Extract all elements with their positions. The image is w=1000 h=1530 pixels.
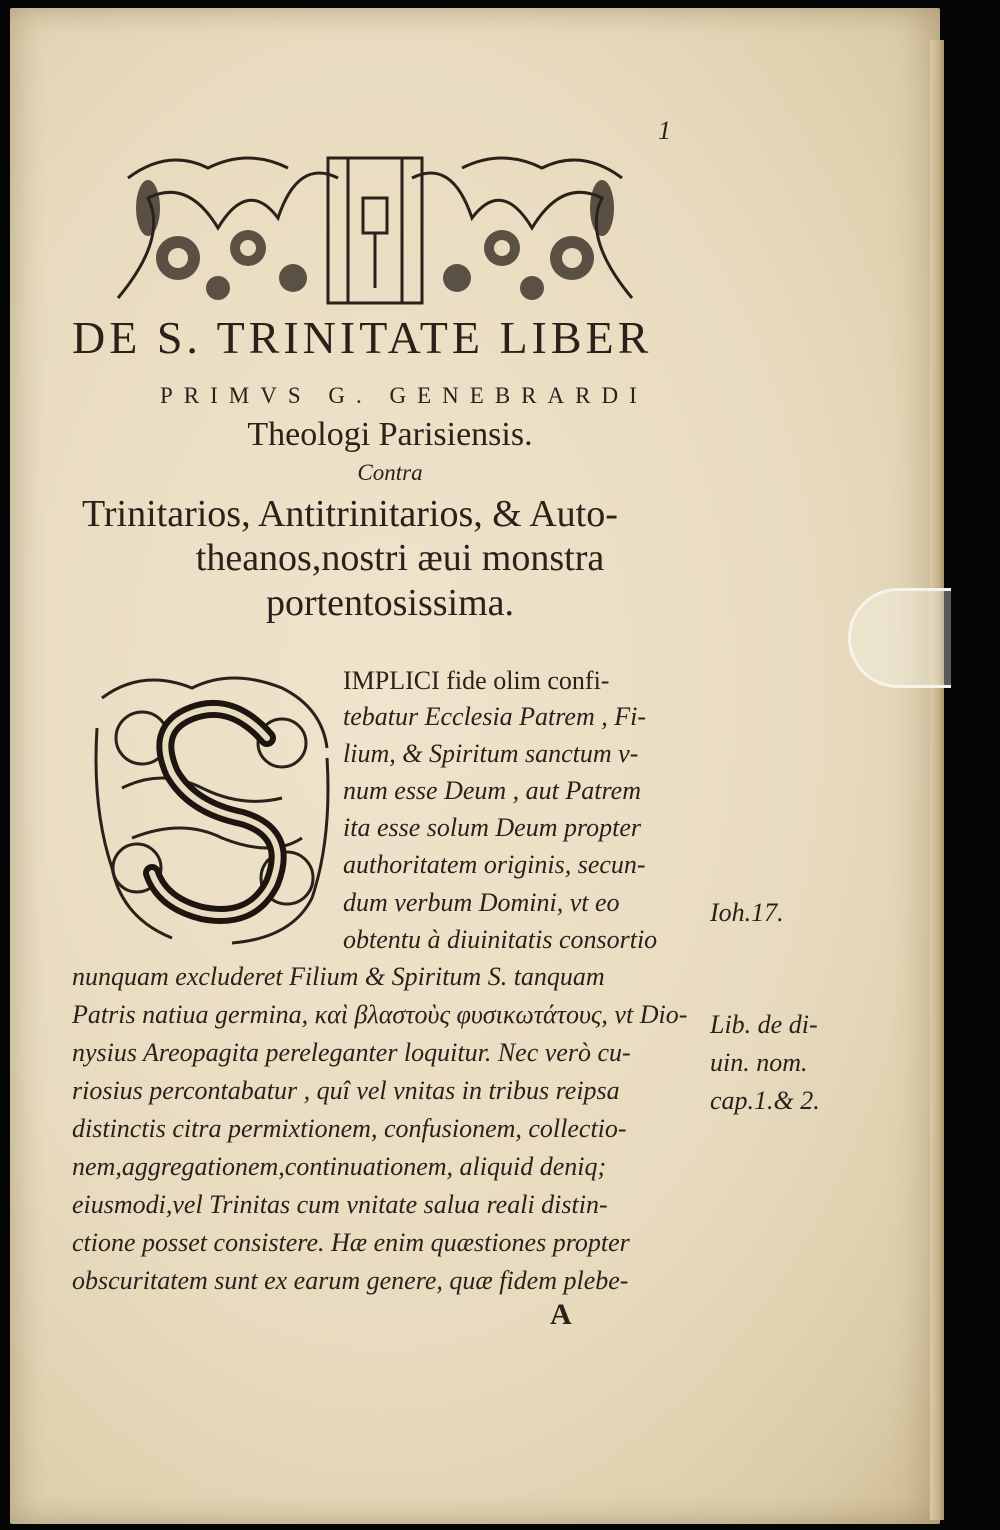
margin-note: uin. nom. [710,1048,808,1077]
body-line: riosius percontabatur , quî vel vnitas in tribus reipsa [72,1076,620,1105]
body-line: IMPLICI fide olim confi- [343,666,610,695]
signature-mark: A [550,1298,572,1331]
body-line: obtentu à diuinitatis consortio [343,925,658,954]
body-line: nunquam excluderet Filium & Spiritum S. tanquam [72,962,605,991]
body-line: nysius Areopagita pereleganter loquitur. Nec verò cu- [72,1038,631,1067]
folio-number: 1 [658,116,671,145]
book-page [10,8,940,1524]
body-line: dum verbum Domini, vt eo [343,888,620,917]
margin-note: Ioh.17. [710,898,784,927]
body-line: num esse Deum , aut Patrem [343,776,641,805]
title-line-3: Theologi Parisiensis. [247,416,533,453]
page-edge [930,40,944,1520]
page-clip [848,588,951,688]
decorated-initial-s [82,668,342,948]
title-line-4: Contra [357,460,423,485]
body-line: nem,aggregationem,continuationem, aliquid deniq; [72,1152,607,1181]
body-line: tebatur Ecclesia Patrem , Fi- [343,702,647,731]
body-line: eiusmodi,vel Trinitas cum vnitate salua reali distin- [72,1190,608,1219]
title-line-5: Trinitarios, Antitrinitarios, & Auto- [82,493,618,535]
headpiece-ornament [108,138,642,310]
body-line: ita esse solum Deum propter [343,813,642,842]
title-line-2: PRIMVS G. GENEBRARDI [160,383,648,408]
title-line-6: theanos,nostri æui monstra [195,537,605,579]
margin-note: Lib. de di- [710,1010,818,1039]
body-line: distinctis citra permixtionem, confusionem, collectio- [72,1114,627,1143]
body-line: obscuritatem sunt ex earum genere, quæ fidem plebe- [72,1266,629,1295]
body-line: Patris natiua germina, καὶ βλαστοὺς φυσικωτάτους, vt Dio- [72,1000,688,1029]
margin-note: cap.1.& 2. [710,1086,820,1115]
body-line: ctione posset consistere. Hæ enim quæstiones propter [72,1228,630,1257]
body-line: lium, & Spiritum sanctum v- [343,739,639,768]
body-line: authoritatem originis, secun- [343,850,646,879]
title-line-7: portentosissima. [265,582,515,624]
title-line-1: DE S. TRINITATE LIBER [72,312,653,363]
